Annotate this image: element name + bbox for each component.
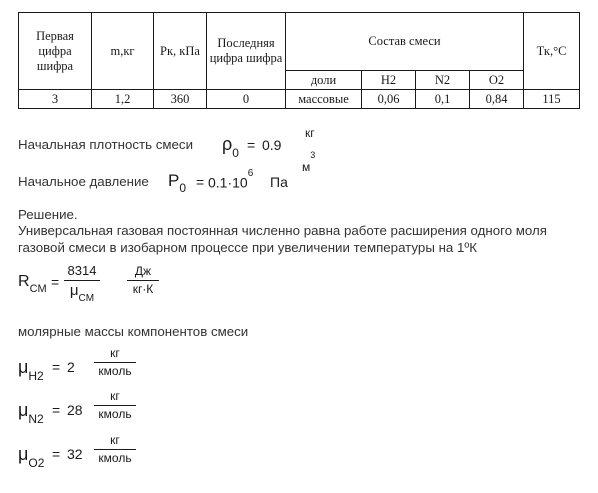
subheader-h2: Н2: [362, 71, 416, 90]
molar-h2-sub: H2: [28, 368, 44, 383]
subheader-n2: N2: [416, 71, 470, 90]
header-temperature: Тк,°С: [524, 13, 580, 90]
cell-pressure: 360: [154, 90, 207, 109]
solution-line-2: газовой смеси в изобарном процессе при увеличении температуры на 1ºК: [18, 240, 477, 255]
molar-n2-symbol: [18, 400, 44, 424]
density-unit-exp: 3: [310, 150, 316, 160]
molar-h2-unit-line: [94, 362, 136, 363]
rcm-symbol: [18, 273, 47, 296]
parameters-table: [18, 12, 580, 109]
molar-n2-unit-num: кг: [110, 389, 120, 403]
subheader-fractions: доли: [286, 71, 362, 90]
header-last-digit: Последняя цифра шифра: [207, 13, 286, 90]
molar-o2-value: 32: [67, 446, 83, 462]
density-eq: =: [247, 137, 256, 153]
molar-h2-eq: =: [52, 359, 61, 375]
pressure-symbol-letter: P: [168, 171, 180, 190]
pressure-exp: 6: [247, 168, 254, 179]
molar-n2-unit: [94, 389, 136, 421]
molar-h2-mu: μ: [18, 357, 29, 377]
molar-n2-unit-den: кмоль: [98, 407, 132, 421]
density-unit-num: кг: [305, 126, 315, 140]
cell-o2: 0,84: [470, 90, 524, 109]
rcm-unit-line: [127, 280, 159, 281]
molar-o2-sub: O2: [28, 455, 45, 470]
pressure-symbol: [168, 171, 187, 196]
molar-h2-symbol: [18, 357, 44, 381]
density-sub: 0: [232, 145, 239, 160]
density-unit-base: м: [302, 160, 311, 174]
rcm-sub: CM: [29, 283, 47, 296]
molar-n2-value: 28: [67, 402, 83, 418]
solution-heading: Решение.: [18, 207, 78, 222]
molar-n2-mu: μ: [18, 400, 29, 420]
rcm-fraction-line: [64, 280, 100, 281]
molar-n2-unit-line: [94, 405, 136, 406]
molar-o2-unit-line: [94, 449, 136, 450]
pressure-eq: =: [196, 174, 205, 190]
pressure-value: [208, 168, 254, 191]
cell-h2: 0,06: [362, 90, 416, 109]
pressure-mantissa: 0.1·10: [208, 174, 248, 191]
table-row: [19, 90, 580, 109]
density-unit-den: [302, 150, 316, 174]
cell-n2: 0,1: [416, 90, 470, 109]
cell-temperature: 115: [524, 90, 580, 109]
rcm-den-sub: CM: [78, 293, 95, 304]
molar-o2-unit-den: кмоль: [98, 451, 132, 465]
rcm-numerator: 8314: [67, 263, 97, 278]
pressure-sub: 0: [179, 181, 187, 196]
molar-o2-unit: [94, 433, 136, 465]
cell-mass: 1,2: [92, 90, 154, 109]
subheader-o2: О2: [470, 71, 524, 90]
rcm-unit: [127, 264, 159, 296]
density-formula: [222, 134, 239, 158]
rcm-letter: R: [18, 273, 30, 290]
density-value: 0.9: [262, 137, 282, 153]
rcm-fraction: [64, 263, 100, 302]
molar-o2-mu: μ: [18, 444, 29, 464]
molar-h2-unit-den: кмоль: [98, 364, 132, 378]
rcm-den-symbol: μ: [69, 282, 79, 299]
cell-fractions: массовые: [286, 90, 362, 109]
molar-h2-unit: [94, 346, 136, 378]
density-symbol: ρ: [222, 134, 233, 154]
molar-n2-sub: N2: [28, 411, 44, 426]
molar-h2-value: 2: [67, 359, 75, 375]
cell-first-digit: 3: [19, 90, 92, 109]
cell-last-digit: 0: [207, 90, 286, 109]
rcm-eq: =: [51, 274, 60, 290]
rcm-denominator: [64, 282, 100, 302]
molar-heading: молярные массы компонентов смеси: [18, 324, 249, 339]
header-mass: m,кг: [92, 13, 154, 90]
header-pressure: Рк, кПа: [154, 13, 207, 90]
molar-o2-unit-num: кг: [110, 433, 120, 447]
header-first-digit: Первая цифра шифра: [19, 13, 92, 90]
molar-n2-eq: =: [52, 402, 61, 418]
rcm-unit-den: кг·К: [132, 282, 154, 296]
header-composition: Состав смеси: [286, 13, 524, 71]
rcm-unit-num: Дж: [134, 264, 152, 278]
density-label: Начальная плотность смеси: [18, 137, 194, 152]
pressure-unit: Па: [270, 174, 288, 190]
molar-o2-eq: =: [52, 446, 61, 462]
molar-o2-symbol: [18, 444, 44, 468]
pressure-label: Начальное давление: [18, 174, 149, 189]
molar-h2-unit-num: кг: [110, 346, 120, 360]
solution-line-1: Универсальная газовая постоянная численно равна работе расширения одного моля: [18, 223, 547, 238]
